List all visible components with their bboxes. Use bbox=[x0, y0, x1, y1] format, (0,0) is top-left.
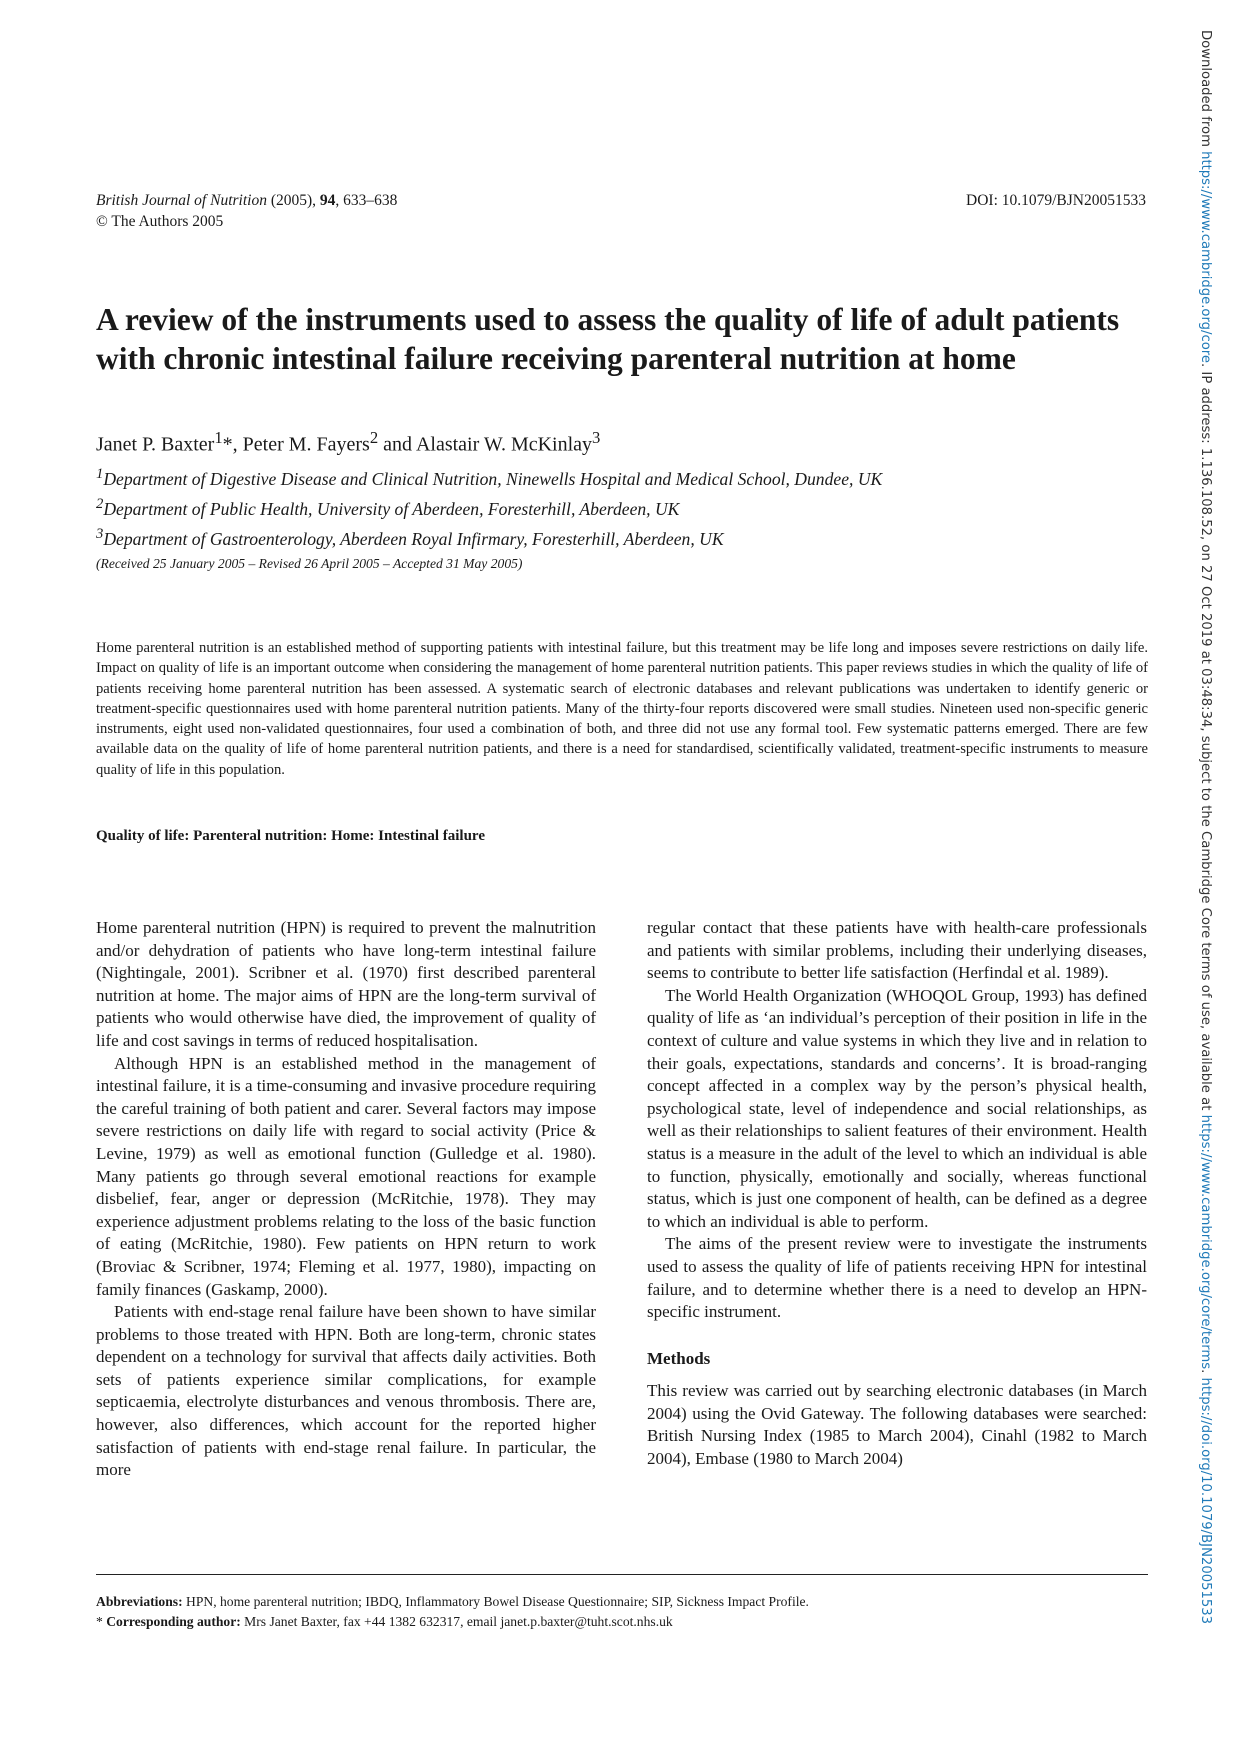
journal-pages: , 633–638 bbox=[335, 192, 398, 209]
affiliation-sup: 3 bbox=[96, 525, 104, 542]
affiliation-text: Department of Public Health, University of Aberdeen, Foresterhill, Aberdeen, UK bbox=[103, 498, 680, 519]
affiliation-text: Department of Digestive Disease and Clinical Nutrition, Ninewells Hospital and Medical School, Dundee, UK bbox=[103, 468, 883, 489]
corresponding-note bbox=[96, 1612, 809, 1632]
footnote-divider bbox=[96, 1574, 1148, 1575]
abbreviations-label: Abbreviations: bbox=[96, 1594, 183, 1609]
terms-link[interactable]: https://www.cambridge.org/core/terms bbox=[1198, 1114, 1213, 1370]
article-title: A review of the instruments used to assess the quality of life of adult patients with chronic intestinal failure receiving parenteral nutrition at home bbox=[96, 302, 1120, 376]
author-name: Janet P. Baxter bbox=[96, 433, 215, 456]
author-connector: and bbox=[378, 433, 416, 456]
body-paragraph: The World Health Organization (WHOQOL Group, 1993) has defined quality of life as ‘an individual’s perception of their position in life in the context of culture and value systems in which they live and in relation to their goals, expectations, standards and concerns’. It is broad-ranging concept affected in a complex way by the person’s physical health, psychological state, level of independence and social relationships, as well as their relationships to salient features of their environment. Health status is a measure in the adult of the level to which an individual is able to function, physically, emotionally and socially, whereas functional status, which is just one component of health, can be defined as a degree to which an individual is able to perform. bbox=[647, 985, 1147, 1231]
author-affil-sup: 3 bbox=[592, 428, 601, 447]
body-column-left bbox=[96, 917, 596, 1482]
journal-volume: 94 bbox=[319, 192, 336, 209]
download-notice-text: . IP address: 1.136.108.52, on 27 Oct 2019 at 03:48:34, subject to the Cambridge Core terms of use, available at bbox=[1198, 363, 1213, 1115]
body-paragraph: Although HPN is an established method in the management of intestinal failure, it is a time-consuming and invasive procedure requiring the careful training of both patient and carer. Several factors may impose severe restrictions on daily life with regard to social activity (Price & Levine, 1979) as well as emotional function (Gulledge et al. 1980). Many patients go through several emotional reactions for example disbelief, fear, anger or depression (McRitchie, 1978). They may experience adjustment problems relating to the loss of the basic function of eating (McRitchie, 1980). Few patients on HPN return to work (Broviac & Scribner, 1974; Fleming et al. 1977, 1980), impacting on family finances (Gaskamp, 2000). bbox=[96, 1053, 596, 1299]
author-affil-sup: 1 bbox=[214, 428, 223, 447]
journal-citation bbox=[96, 190, 397, 232]
copyright: © The Authors 2005 bbox=[96, 213, 224, 230]
section-heading-methods: Methods bbox=[647, 1348, 711, 1368]
author-name: Alastair W. McKinlay bbox=[415, 433, 593, 456]
abbreviations-text: HPN, home parenteral nutrition; IBDQ, Inflammatory Bowel Disease Questionnaire; SIP, Sickness Impact Profile. bbox=[182, 1594, 809, 1609]
download-notice bbox=[1196, 30, 1214, 1624]
keywords: Quality of life: Parenteral nutrition: Home: Intestinal failure bbox=[96, 828, 485, 844]
corresponding-label: Corresponding author: bbox=[106, 1614, 241, 1629]
doi-link[interactable]: https://doi.org/10.1079/BJN20051533 bbox=[1198, 1377, 1213, 1625]
journal-name: British Journal of Nutrition bbox=[96, 192, 267, 209]
corresponding-text: Mrs Janet Baxter, fax +44 1382 632317, email janet.p.baxter@tuht.scot.nhs.uk bbox=[240, 1614, 673, 1629]
affiliation bbox=[96, 522, 882, 552]
received-dates: (Received 25 January 2005 – Revised 26 April 2005 – Accepted 31 May 2005) bbox=[96, 556, 523, 571]
corresponding-mark: *, bbox=[222, 433, 243, 456]
footnotes bbox=[96, 1592, 809, 1632]
download-notice-text: . bbox=[1198, 1369, 1213, 1378]
body-paragraph: regular contact that these patients have with health-care professionals and patients with similar problems, including their underlying diseases, seems to contribute to better life satisfaction (Herfindal et al. 1989). bbox=[647, 918, 1147, 983]
author-list bbox=[96, 425, 600, 458]
body-paragraph: This review was carried out by searching electronic databases (in March 2004) using the Ovid Gateway. The following databases were searched: British Nursing Index (1985 to March 2004), Cinahl (1982 to March 2004), Embase (1980 to March 2004) bbox=[647, 1381, 1147, 1469]
download-notice-text: Downloaded from bbox=[1198, 30, 1213, 152]
affiliation bbox=[96, 462, 882, 492]
affiliations bbox=[96, 462, 882, 552]
affiliation-text: Department of Gastroenterology, Aberdeen Royal Infirmary, Foresterhill, Aberdeen, UK bbox=[103, 528, 724, 549]
corresponding-mark: * bbox=[96, 1614, 107, 1629]
cambridge-core-link[interactable]: https://www.cambridge.org/core bbox=[1198, 151, 1213, 364]
body-paragraph: Home parenteral nutrition (HPN) is required to prevent the malnutrition and/or dehydration of patients who have long-term intestinal failure (Nightingale, 2001). Scribner et al. (1970) first described parenteral nutrition at home. The major aims of HPN are the long-term survival of patients who would otherwise have died, the improvement of quality of life and cost savings in terms of reduced hospitalisation. bbox=[96, 918, 596, 1050]
affiliation-sup: 2 bbox=[96, 495, 104, 512]
affiliation-sup: 1 bbox=[96, 466, 104, 482]
abbreviations-note bbox=[96, 1592, 809, 1612]
journal-year: (2005), bbox=[270, 192, 317, 209]
body-paragraph: The aims of the present review were to investigate the instruments used to assess the quality of life of patients receiving HPN for intestinal failure, and to determine whether there is a need to develop an HPN-specific instrument. bbox=[647, 1234, 1147, 1322]
body-column-right bbox=[647, 917, 1147, 1471]
doi-header: DOI: 10.1079/BJN20051533 bbox=[966, 192, 1146, 209]
author-name: Peter M. Fayers bbox=[242, 433, 370, 456]
body-paragraph: Patients with end-stage renal failure have been shown to have similar problems to those treated with HPN. Both are long-term, chronic states dependent on a technology for survival that affects daily activities. Both sets of patients experience similar complications, for example septicaemia, electrolyte disturbances and venous thrombosis. There are, however, also differences, which account for the reported higher satisfaction of patients with end-stage renal failure. In particular, the more bbox=[96, 1302, 596, 1480]
author-affil-sup: 2 bbox=[369, 428, 379, 447]
affiliation bbox=[96, 492, 882, 522]
abstract: Home parenteral nutrition is an established method of supporting patients with intestinal failure, but this treatment may be life long and imposes severe restrictions on daily life. Impact on quality of life is an important outcome when considering the management of home parenteral nutrition patients. This paper reviews studies in which the quality of life of patients receiving home parenteral nutrition has been assessed. A systematic search of electronic databases and relevant publications was undertaken to identify generic or treatment-specific questionnaires used with home parenteral nutrition patients. Many of the thirty-four reports discovered were small studies. Nineteen used non-specific generic instruments, eight used non-validated questionnaires, four used a combination of both, and three did not use any formal tool. Few systematic patterns emerged. There are few available data on the quality of life of home parenteral nutrition patients, and there is a need for standardised, scientifically validated, treatment-specific instruments to measure quality of life in this population. bbox=[96, 640, 1148, 778]
